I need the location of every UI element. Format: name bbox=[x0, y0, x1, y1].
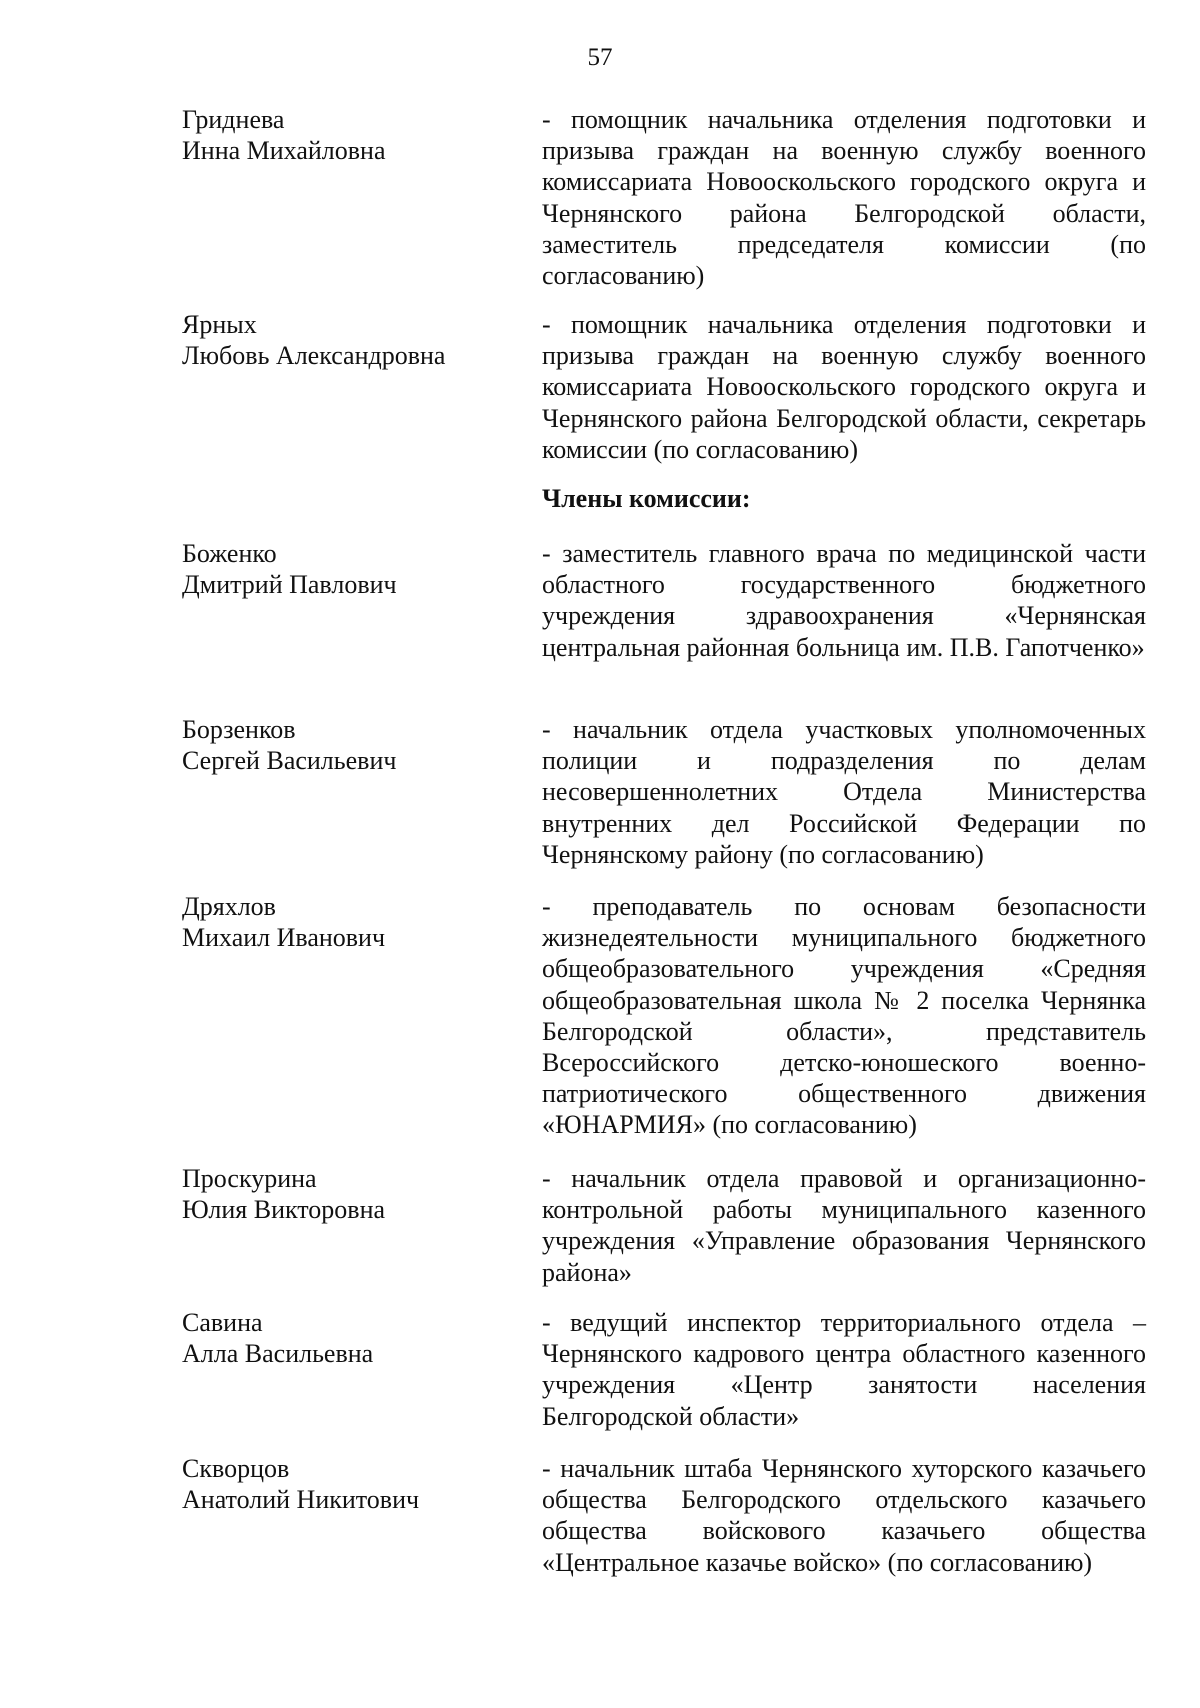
person-name bbox=[182, 1163, 502, 1225]
person-role: - помощник начальника отделения подготовки и призыва граждан на военную службу военного комиссариата Новооскольского городского округа и Чернянского района Белгородской области, секретарь комиссии (по согласованию) bbox=[542, 310, 1146, 464]
person-name bbox=[182, 309, 502, 371]
person-name bbox=[182, 891, 502, 953]
person-name bbox=[182, 1453, 502, 1515]
person-given-names: Инна Михайловна bbox=[182, 136, 386, 165]
person-role: - начальник штаба Чернянского хуторского казачьего общества Белгородского отдельского казачьего общества войскового казачьего общества «Центральное казачье войско» (по согласованию) bbox=[542, 1454, 1146, 1577]
person-surname: Савина bbox=[182, 1308, 263, 1337]
members-heading: Члены комиссии: bbox=[542, 484, 751, 513]
person-surname: Дряхлов bbox=[182, 892, 276, 921]
person-role: - начальник отдела участковых уполномоченных полиции и подразделения по делам несовершеннолетних Отдела Министерства внутренних дел Российской Федерации по Чернянскому району (по согласованию) bbox=[542, 715, 1146, 869]
person-given-names: Михаил Иванович bbox=[182, 923, 386, 952]
person-given-names: Алла Васильевна bbox=[182, 1339, 374, 1368]
person-surname: Проскурина bbox=[182, 1164, 317, 1193]
person-surname: Гриднева bbox=[182, 105, 285, 134]
person-name bbox=[182, 714, 502, 776]
person-given-names: Анатолий Никитович bbox=[182, 1485, 420, 1514]
person-role: - преподаватель по основам безопасности жизнедеятельности муниципального бюджетного общеобразовательного учреждения «Средняя общеобразовательная школа № 2 поселка Чернянка Белгородской области», представитель Всероссийского детско-юношеского военно-патриотического общественного движения «ЮНАРМИЯ» (по согласованию) bbox=[542, 892, 1146, 1140]
person-name bbox=[182, 538, 502, 600]
person-given-names: Любовь Александровна bbox=[182, 341, 446, 370]
person-surname: Скворцов bbox=[182, 1454, 290, 1483]
person-role: - начальник отдела правовой и организационно-контрольной работы муниципального казенного учреждения «Управление образования Чернянского района» bbox=[542, 1164, 1146, 1287]
person-role: - ведущий инспектор территориального отдела – Чернянского кадрового центра областного казенного учреждения «Центр занятости населения Белгородской области» bbox=[542, 1308, 1146, 1431]
person-name bbox=[182, 104, 502, 166]
person-surname: Ярных bbox=[182, 310, 257, 339]
person-given-names: Юлия Викторовна bbox=[182, 1195, 386, 1224]
person-role: - заместитель главного врача по медицинской части областного государственного бюджетного учреждения здравоохранения «Чернянская центральная районная больница им. П.В. Гапотченко» bbox=[542, 539, 1146, 662]
person-given-names: Дмитрий Павлович bbox=[182, 570, 397, 599]
person-surname: Боженко bbox=[182, 539, 277, 568]
person-name bbox=[182, 1307, 502, 1369]
person-surname: Борзенков bbox=[182, 715, 296, 744]
person-given-names: Сергей Васильевич bbox=[182, 746, 397, 775]
person-role: - помощник начальника отделения подготовки и призыва граждан на военную службу военного комиссариата Новооскольского городского округа и Чернянского района Белгородской области, заместитель председателя комиссии (по согласованию) bbox=[542, 105, 1146, 291]
page-number: 57 bbox=[587, 44, 613, 71]
